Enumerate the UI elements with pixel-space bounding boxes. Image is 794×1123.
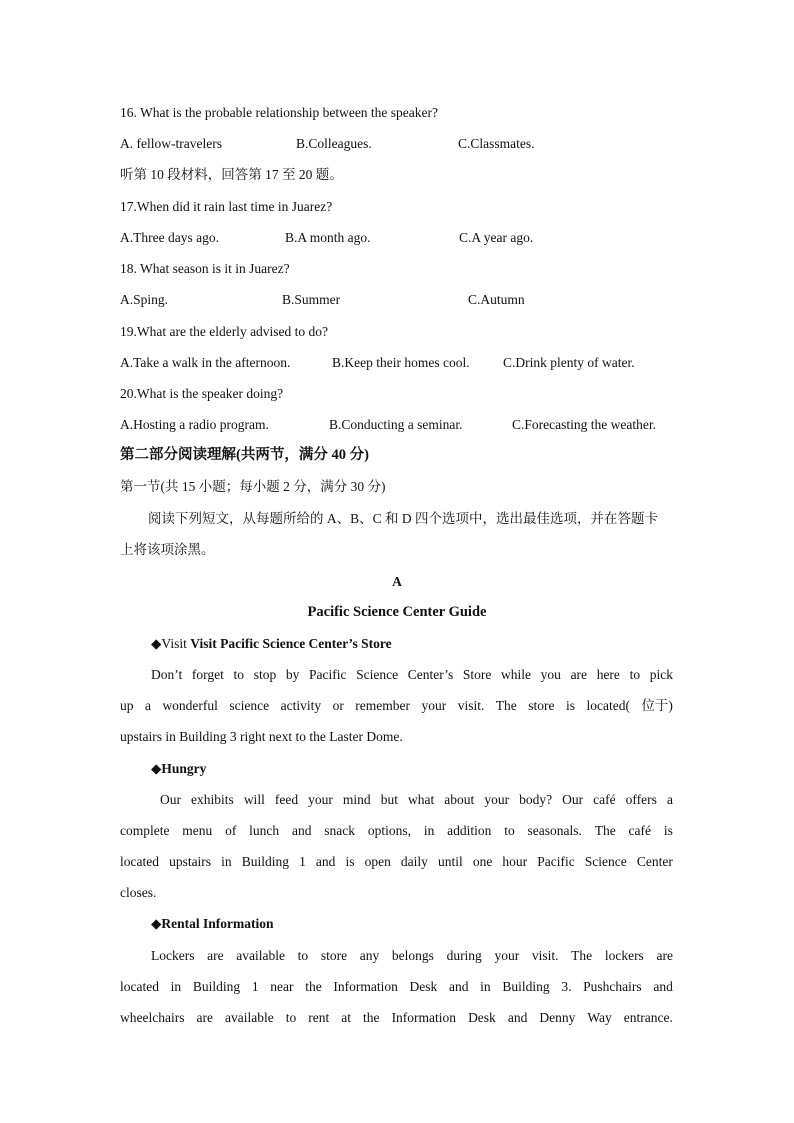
word: one: [472, 854, 493, 869]
q17-option-b: B.A month ago.: [285, 230, 371, 245]
word: complete: [120, 823, 170, 838]
word: store: [528, 698, 555, 713]
q20-option-c: C.Forecasting the weather.: [512, 417, 656, 432]
word: located: [120, 854, 159, 869]
word: 1: [251, 979, 259, 994]
rental-line-2: [120, 980, 673, 994]
reading-instruction-line-2: 上将该项涂黑。: [120, 542, 215, 557]
hungry-heading-text: Hungry: [161, 761, 207, 776]
word: 3.: [561, 979, 572, 994]
word: the: [363, 1010, 380, 1025]
word: 位于): [641, 698, 673, 713]
question-20: 20.What is the speaker doing?: [120, 386, 284, 401]
q18-option-c: C.Autumn: [468, 292, 525, 307]
word: Pacific: [309, 667, 347, 682]
word: and: [507, 1010, 528, 1025]
word: a: [666, 792, 673, 807]
q16-option-b: B.Colleagues.: [296, 136, 372, 151]
word: to: [504, 823, 515, 838]
word: seasonals.: [527, 823, 582, 838]
word: options,: [367, 823, 411, 838]
reading-instruction-line-1: 阅读下列短文，从每题所给的 A、B、C 和 D 四个选项中，选出最佳选项，并在答题卡: [148, 511, 659, 526]
word: menu: [182, 823, 213, 838]
word: wonderful: [162, 698, 218, 713]
hungry-line-4: closes.: [120, 885, 157, 900]
word: and: [448, 979, 469, 994]
word: entrance.: [623, 1010, 673, 1025]
word: of: [225, 823, 237, 838]
instruction-section-10: 听第 10 段材料，回答第 17 至 20 题。: [120, 167, 343, 182]
word: until: [437, 854, 463, 869]
word: activity: [280, 698, 322, 713]
word: Science: [356, 667, 399, 682]
q19-option-c: C.Drink plenty of water.: [503, 355, 635, 370]
word: and: [653, 979, 673, 994]
passage-title: Pacific Science Center Guide: [307, 604, 487, 620]
word: upstairs: [169, 854, 212, 869]
word: is: [345, 854, 355, 869]
hungry-section-heading: [151, 762, 206, 776]
word: lunch: [249, 823, 280, 838]
word: are: [656, 948, 673, 963]
word: a: [144, 698, 151, 713]
word: addition: [447, 823, 492, 838]
store-line-3: upstairs in Building 3 right next to the Laster Dome.: [120, 729, 403, 744]
word: up: [120, 698, 134, 713]
word: Way: [587, 1010, 612, 1025]
question-16: 16. What is the probable relationship between the speaker?: [120, 105, 439, 120]
word: mind: [342, 792, 371, 807]
word: but: [380, 792, 398, 807]
q17-option-c: C.A year ago.: [459, 230, 534, 245]
word: daily: [400, 854, 428, 869]
word: café: [628, 823, 652, 838]
word: feed: [274, 792, 299, 807]
word: Pushchairs: [583, 979, 642, 994]
store-section-heading: ◆Visit Visit Pacific Science Center’s Store: [151, 636, 392, 651]
word: Don’t: [151, 667, 183, 682]
word: Desk: [468, 1010, 496, 1025]
word: your: [484, 792, 510, 807]
word: located(: [586, 698, 630, 713]
word: available: [236, 948, 286, 963]
word: to: [297, 948, 309, 963]
rental-heading-text: Rental Information: [161, 916, 274, 931]
word: what: [408, 792, 435, 807]
word: near: [270, 979, 294, 994]
word: forget: [191, 667, 224, 682]
question-19: 19.What are the elderly advised to do?: [120, 324, 329, 339]
word: at: [341, 1010, 352, 1025]
word: Building: [241, 854, 289, 869]
word: Desk: [409, 979, 438, 994]
word: Building: [502, 979, 550, 994]
word: rent: [308, 1010, 330, 1025]
word: are: [207, 948, 224, 963]
word: stop: [253, 667, 277, 682]
word: about: [444, 792, 475, 807]
diamond-bullet-icon: ◆: [151, 916, 162, 931]
store-line-1: [151, 668, 673, 682]
word: your: [308, 792, 333, 807]
word: to: [285, 1010, 297, 1025]
rental-line-1: [151, 949, 673, 963]
q17-option-a: A.Three days ago.: [120, 230, 219, 245]
word: Building: [192, 979, 241, 994]
word: your: [494, 948, 520, 963]
question-18: 18. What season is it in Juarez?: [120, 261, 290, 276]
word: exhibits: [191, 792, 234, 807]
word: available: [224, 1010, 274, 1025]
word: you: [540, 667, 561, 682]
word: The: [594, 823, 616, 838]
word: body?: [519, 792, 553, 807]
word: café: [593, 792, 616, 807]
word: visit.: [457, 698, 485, 713]
word: by: [285, 667, 300, 682]
q19-option-a: A.Take a walk in the afternoon.: [120, 355, 291, 370]
passage-label: A: [392, 574, 402, 589]
word: your: [421, 698, 447, 713]
word: in: [480, 979, 491, 994]
word: Science: [584, 854, 627, 869]
rental-section-heading: [151, 917, 274, 931]
word: to: [233, 667, 245, 682]
word: in: [170, 979, 182, 994]
word: belongs: [391, 948, 434, 963]
word: The: [495, 698, 517, 713]
diamond-bullet-icon: ◆: [151, 761, 162, 776]
word: Information: [391, 1010, 457, 1025]
word: snack: [324, 823, 356, 838]
hungry-line-1: [160, 793, 673, 807]
word: Lockers: [151, 948, 195, 963]
word: any: [359, 948, 380, 963]
word: while: [501, 667, 532, 682]
word: in: [423, 823, 435, 838]
word: is: [663, 823, 673, 838]
q19-option-b: B.Keep their homes cool.: [332, 355, 470, 370]
word: Center: [636, 854, 673, 869]
word: located: [120, 979, 159, 994]
word: Pacific: [537, 854, 575, 869]
q16-option-a: A. fellow-travelers: [120, 136, 222, 151]
word: hour: [502, 854, 528, 869]
q20-option-a: A.Hosting a radio program.: [120, 417, 269, 432]
word: is: [565, 698, 575, 713]
word: and: [291, 823, 312, 838]
q18-option-b: B.Summer: [282, 292, 341, 307]
word: Center’s: [407, 667, 454, 682]
word: or: [332, 698, 344, 713]
word: pick: [649, 667, 673, 682]
word: are: [570, 667, 588, 682]
q20-option-b: B.Conducting a seminar.: [329, 417, 463, 432]
word: during: [446, 948, 482, 963]
word: to: [629, 667, 641, 682]
hungry-line-2: [120, 824, 673, 838]
part-two-title: 第二部分阅读理解(共两节，满分 40 分): [120, 447, 369, 463]
word: Denny: [539, 1010, 576, 1025]
word: Information: [333, 979, 398, 994]
store-line-2: [120, 699, 673, 713]
word: will: [243, 792, 265, 807]
word: open: [364, 854, 391, 869]
rental-line-3: [120, 1011, 673, 1025]
q18-option-a: A.Sping.: [120, 292, 169, 307]
word: remember: [355, 698, 410, 713]
word: offers: [625, 792, 657, 807]
word: visit.: [531, 948, 559, 963]
hungry-line-3: [120, 855, 673, 869]
word: and: [315, 854, 336, 869]
diamond-bullet-icon: ◆: [151, 636, 162, 651]
word: in: [221, 854, 232, 869]
word: Store: [462, 667, 492, 682]
word: 1: [299, 854, 306, 869]
word: lockers: [604, 948, 644, 963]
word: science: [229, 698, 270, 713]
word: Our: [160, 792, 181, 807]
word: the: [305, 979, 322, 994]
word: here: [596, 667, 620, 682]
section-one-title: 第一节(共 15 小题；每小题 2 分，满分 30 分): [120, 479, 386, 494]
word: The: [571, 948, 593, 963]
word: are: [196, 1010, 213, 1025]
word: store: [320, 948, 348, 963]
word: Our: [562, 792, 584, 807]
q16-option-c: C.Classmates.: [458, 136, 535, 151]
question-17: 17.When did it rain last time in Juarez?: [120, 199, 333, 214]
store-heading-text: Visit Pacific Science Center’s Store: [190, 636, 392, 651]
word: wheelchairs: [120, 1010, 185, 1025]
